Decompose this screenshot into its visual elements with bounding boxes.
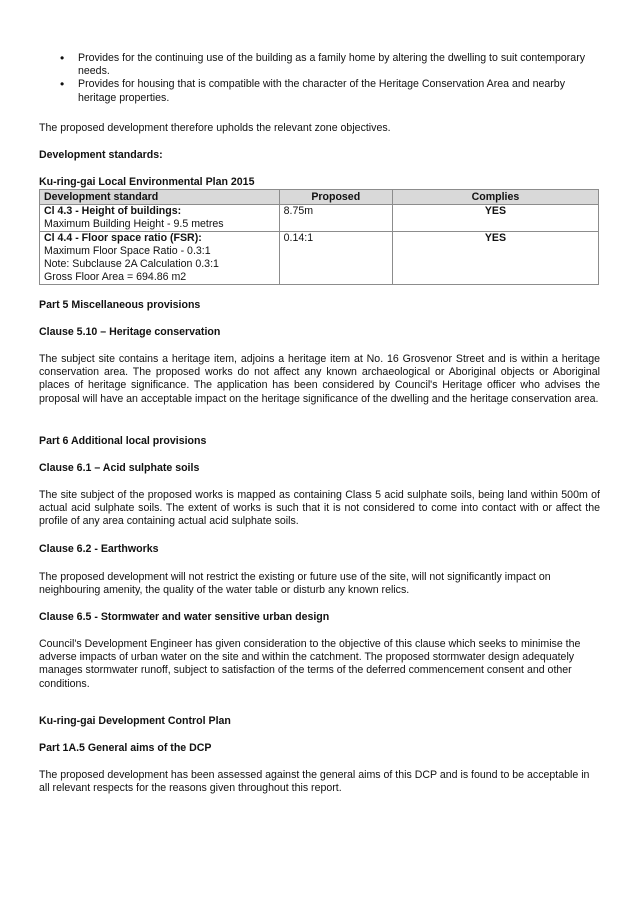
standard-title: Cl 4.3 - Height of buildings: [44,205,182,217]
table-header-row [40,190,599,205]
part-1a5-body: The proposed development has been assessed against the general aims of this DCP and is found to be acceptable in all relevant respects for the reasons given throughout this report. [39,769,590,795]
standard-title: Cl 4.4 - Floor space ratio (FSR): [44,232,202,244]
standard-cell [40,205,280,232]
clause-6-2-heading: Clause 6.2 - Earthworks [39,543,159,555]
standard-line: Maximum Building Height - 9.5 metres [44,218,224,230]
development-standards-heading: Development standards: [39,149,163,161]
column-header: Complies [392,190,598,205]
clause-6-1-heading: Clause 6.1 – Acid sulphate soils [39,462,200,474]
clause-6-5-heading: Clause 6.5 - Stormwater and water sensitive urban design [39,611,330,623]
standard-cell [40,232,280,285]
column-header: Development standard [40,190,280,205]
dcp-heading: Ku-ring-gai Development Control Plan [39,715,231,727]
table-row [40,232,599,285]
clause-6-2-body: The proposed development will not restrict the existing or future use of the site, will not significantly impact on neighbouring amenity, the quality of the water table or disturb any known relics. [39,571,551,597]
proposed-cell: 0.14:1 [279,232,392,285]
clause-6-1-body: The site subject of the proposed works is mapped as containing Class 5 acid sulphate soils, being land within 500m of actual acid sulphate soils. The extent of works is such that it is not considered to come into contact with or affect the profile of any area containing actual acid sulphate soils. [39,489,600,528]
development-standards-table [39,189,599,285]
bullet-item: • Provides for housing that is compatible with the character of the Heritage Conservation Area and nearby heritage properties. [60,78,600,104]
part6-heading: Part 6 Additional local provisions [39,435,207,447]
bullet-item: • Provides for the continuing use of the building as a family home by altering the dwelling to suit contemporary needs. [60,52,600,78]
part-1a5-heading: Part 1A.5 General aims of the DCP [39,742,212,754]
objectives-bullet-list [60,52,600,105]
clause-6-5-body: Council's Development Engineer has given consideration to the objective of this clause which seeks to minimise the adverse impacts of urban water on the site and within the catchment. The proposed stormwater design adequately manages stormwater runoff, subject to satisfaction of the terms of the deferred commencement consent and other conditions. [39,638,581,690]
standard-line: Maximum Floor Space Ratio - 0.3:1 [44,245,211,257]
column-header: Proposed [279,190,392,205]
clause-5-10-heading: Clause 5.10 – Heritage conservation [39,326,221,338]
table-caption: Ku-ring-gai Local Environmental Plan 2015 [39,176,255,188]
table-row [40,205,599,232]
standard-line: Gross Floor Area = 694.86 m2 [44,271,187,283]
zone-objectives-statement: The proposed development therefore upholds the relevant zone objectives. [39,122,391,134]
complies-cell: YES [392,232,598,285]
standard-line: Note: Subclause 2A Calculation 0.3:1 [44,258,219,270]
proposed-cell: 8.75m [279,205,392,232]
complies-cell: YES [392,205,598,232]
clause-5-10-body: The subject site contains a heritage item, adjoins a heritage item at No. 16 Grosvenor Street and is within a heritage conservation area. The proposed works do not affect any known archaeological or Aboriginal objects or Aboriginal places of heritage significance. The application has been considered by Council's Heritage officer who advises the proposal will have an acceptable impact on the heritage significance of the dwelling and the heritage conservation area. [39,353,600,405]
part5-heading: Part 5 Miscellaneous provisions [39,299,201,311]
